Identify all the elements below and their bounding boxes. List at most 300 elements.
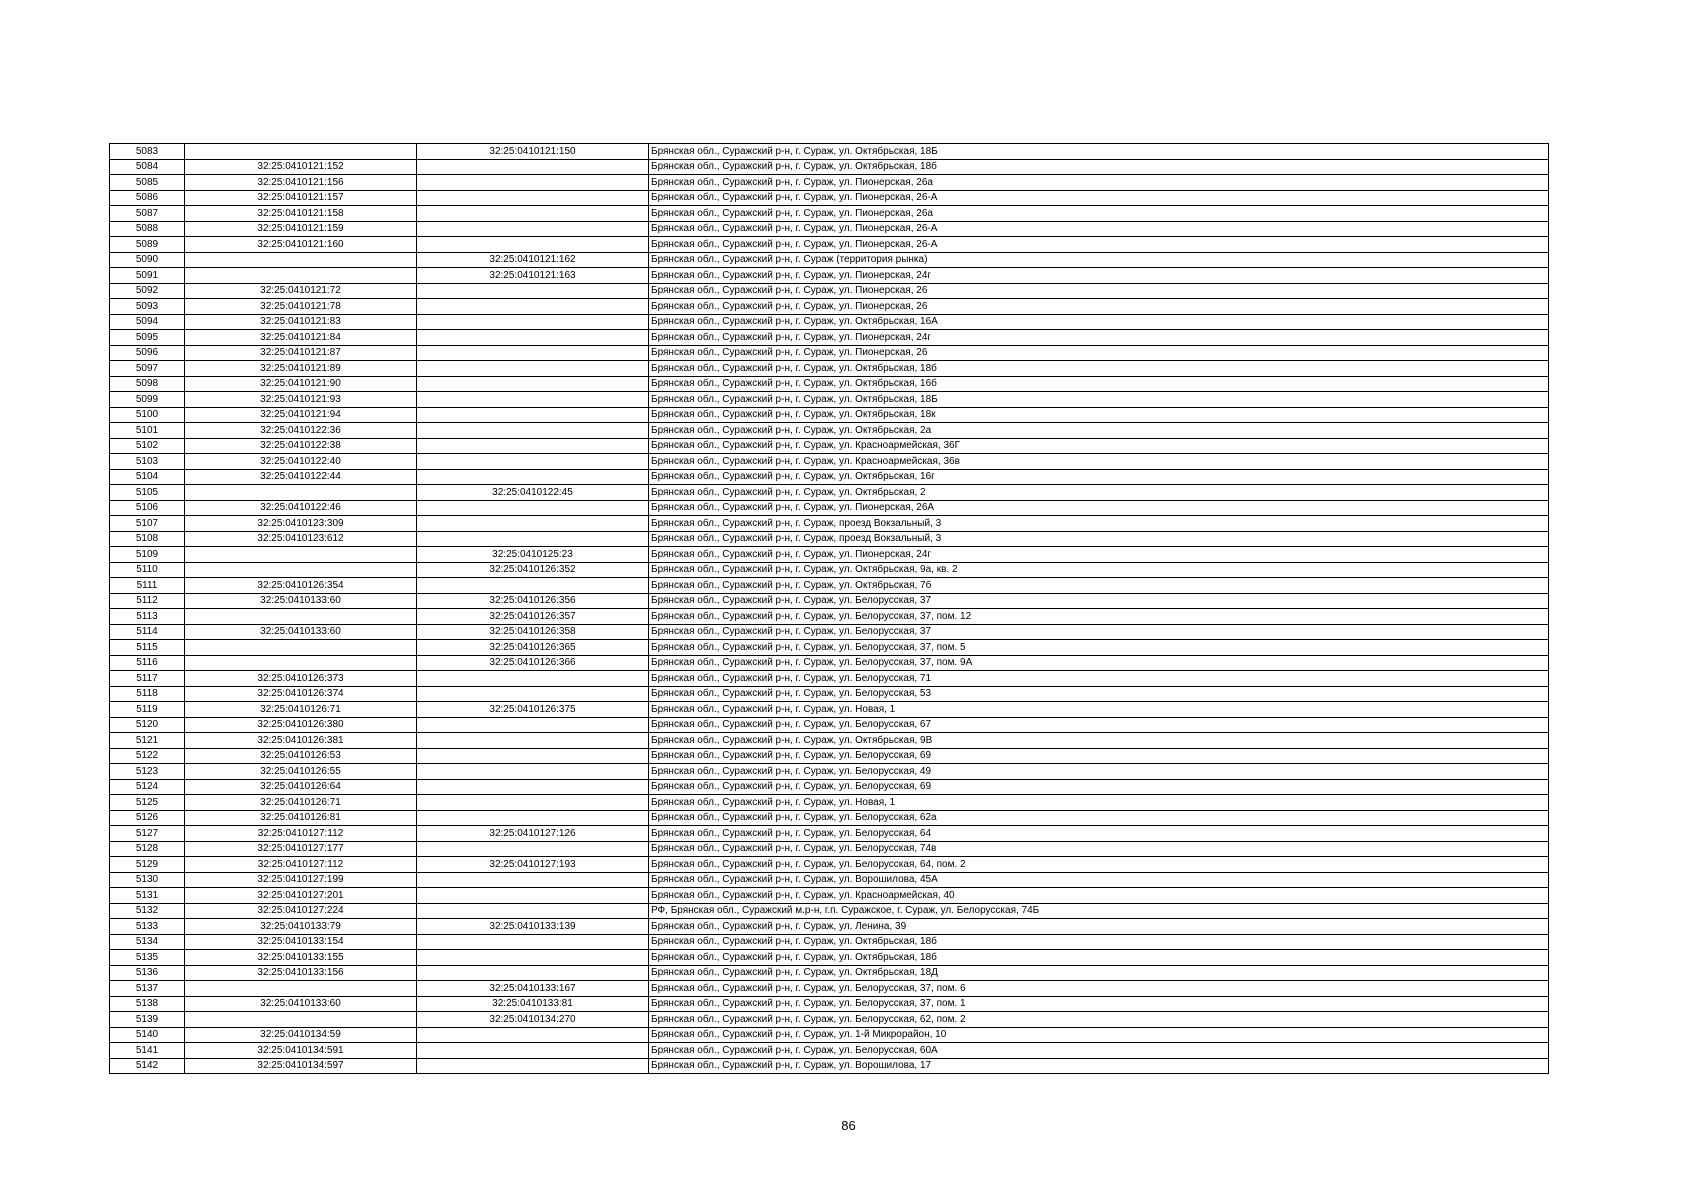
table-row xyxy=(110,438,1549,454)
row-number-cell: 5141 xyxy=(110,1043,185,1059)
table-row xyxy=(110,330,1549,346)
address-cell: Брянская обл., Суражский р-н, г. Сураж (территория рынка) xyxy=(649,252,1549,268)
table-row xyxy=(110,144,1549,160)
table-row xyxy=(110,903,1549,919)
cadastral-number-a-cell xyxy=(185,1012,417,1028)
row-number-cell: 5094 xyxy=(110,314,185,330)
table-row xyxy=(110,500,1549,516)
row-number-cell: 5140 xyxy=(110,1027,185,1043)
table-row xyxy=(110,686,1549,702)
address-cell: Брянская обл., Суражский р-н, г. Сураж, ул. Пионерская, 24г xyxy=(649,547,1549,563)
address-cell: Брянская обл., Суражский р-н, г. Сураж, ул. Пионерская, 26-А xyxy=(649,190,1549,206)
cadastral-number-b-cell xyxy=(417,190,649,206)
table-row xyxy=(110,934,1549,950)
row-number-cell: 5104 xyxy=(110,469,185,485)
cadastral-number-a-cell: 32:25:0410127:199 xyxy=(185,872,417,888)
cadastral-number-b-cell: 32:25:0410121:163 xyxy=(417,268,649,284)
cadastral-number-b-cell: 32:25:0410126:375 xyxy=(417,702,649,718)
row-number-cell: 5102 xyxy=(110,438,185,454)
cadastral-number-a-cell: 32:25:0410121:72 xyxy=(185,283,417,299)
address-cell: Брянская обл., Суражский р-н, г. Сураж, ул. Пионерская, 26а xyxy=(649,206,1549,222)
row-number-cell: 5115 xyxy=(110,640,185,656)
row-number-cell: 5128 xyxy=(110,841,185,857)
row-number-cell: 5132 xyxy=(110,903,185,919)
cadastral-number-a-cell: 32:25:0410121:90 xyxy=(185,376,417,392)
table-row xyxy=(110,702,1549,718)
address-cell: Брянская обл., Суражский р-н, г. Сураж, ул. Белорусская, 37, пом. 5 xyxy=(649,640,1549,656)
row-number-cell: 5118 xyxy=(110,686,185,702)
address-cell: Брянская обл., Суражский р-н, г. Сураж, ул. Белорусская, 37, пом. 6 xyxy=(649,981,1549,997)
address-cell: Брянская обл., Суражский р-н, г. Сураж, ул. Пионерская, 26-А xyxy=(649,237,1549,253)
address-cell: Брянская обл., Суражский р-н, г. Сураж, ул. Пионерская, 26 xyxy=(649,283,1549,299)
cadastral-number-a-cell: 32:25:0410121:158 xyxy=(185,206,417,222)
cadastral-number-b-cell: 32:25:0410127:126 xyxy=(417,826,649,842)
cadastral-number-a-cell: 32:25:0410126:380 xyxy=(185,717,417,733)
cadastral-number-a-cell: 32:25:0410121:89 xyxy=(185,361,417,377)
address-cell: Брянская обл., Суражский р-н, г. Сураж, ул. Белорусская, 37 xyxy=(649,624,1549,640)
cadastral-number-a-cell: 32:25:0410122:40 xyxy=(185,454,417,470)
row-number-cell: 5086 xyxy=(110,190,185,206)
row-number-cell: 5087 xyxy=(110,206,185,222)
address-cell: Брянская обл., Суражский р-н, г. Сураж, ул. Октябрьская, 18Б xyxy=(649,392,1549,408)
cadastral-number-b-cell xyxy=(417,671,649,687)
address-cell: Брянская обл., Суражский р-н, г. Сураж, ул. Октябрьская, 18Б xyxy=(649,144,1549,160)
row-number-cell: 5098 xyxy=(110,376,185,392)
address-cell: Брянская обл., Суражский р-н, г. Сураж, ул. Октябрьская, 16А xyxy=(649,314,1549,330)
row-number-cell: 5083 xyxy=(110,144,185,160)
row-number-cell: 5112 xyxy=(110,593,185,609)
row-number-cell: 5100 xyxy=(110,407,185,423)
cadastral-number-b-cell xyxy=(417,965,649,981)
cadastral-number-b-cell xyxy=(417,686,649,702)
cadastral-number-b-cell xyxy=(417,810,649,826)
cadastral-number-b-cell xyxy=(417,764,649,780)
cadastral-number-b-cell: 32:25:0410126:366 xyxy=(417,655,649,671)
cadastral-number-a-cell: 32:25:0410126:71 xyxy=(185,795,417,811)
row-number-cell: 5097 xyxy=(110,361,185,377)
table-row xyxy=(110,159,1549,175)
cadastral-number-b-cell xyxy=(417,299,649,315)
cadastral-number-a-cell: 32:25:0410126:55 xyxy=(185,764,417,780)
row-number-cell: 5085 xyxy=(110,175,185,191)
row-number-cell: 5131 xyxy=(110,888,185,904)
table-row xyxy=(110,454,1549,470)
row-number-cell: 5092 xyxy=(110,283,185,299)
cadastral-number-a-cell xyxy=(185,981,417,997)
cadastral-number-b-cell xyxy=(417,779,649,795)
row-number-cell: 5117 xyxy=(110,671,185,687)
address-cell: Брянская обл., Суражский р-н, г. Сураж, ул. Ленина, 39 xyxy=(649,919,1549,935)
cadastral-number-a-cell: 32:25:0410134:59 xyxy=(185,1027,417,1043)
row-number-cell: 5109 xyxy=(110,547,185,563)
row-number-cell: 5135 xyxy=(110,950,185,966)
row-number-cell: 5090 xyxy=(110,252,185,268)
row-number-cell: 5113 xyxy=(110,609,185,625)
cadastral-number-b-cell xyxy=(417,500,649,516)
table-row xyxy=(110,1027,1549,1043)
cadastral-number-b-cell xyxy=(417,392,649,408)
address-cell: Брянская обл., Суражский р-н, г. Сураж, ул. Октябрьская, 2а xyxy=(649,423,1549,439)
cadastral-number-a-cell xyxy=(185,485,417,501)
cadastral-number-b-cell xyxy=(417,423,649,439)
registry-table xyxy=(109,143,1549,1074)
table-row xyxy=(110,671,1549,687)
address-cell: Брянская обл., Суражский р-н, г. Сураж, ул. Октябрьская, 7б xyxy=(649,578,1549,594)
table-row xyxy=(110,237,1549,253)
row-number-cell: 5096 xyxy=(110,345,185,361)
cadastral-number-b-cell: 32:25:0410121:150 xyxy=(417,144,649,160)
row-number-cell: 5136 xyxy=(110,965,185,981)
address-cell: Брянская обл., Суражский р-н, г. Сураж, ул. Белорусская, 64, пом. 2 xyxy=(649,857,1549,873)
address-cell: Брянская обл., Суражский р-н, г. Сураж, ул. Белорусская, 71 xyxy=(649,671,1549,687)
cadastral-number-a-cell: 32:25:0410121:160 xyxy=(185,237,417,253)
cadastral-number-a-cell: 32:25:0410123:612 xyxy=(185,531,417,547)
row-number-cell: 5123 xyxy=(110,764,185,780)
table-row xyxy=(110,516,1549,532)
address-cell: Брянская обл., Суражский р-н, г. Сураж, ул. Октябрьская, 9В xyxy=(649,733,1549,749)
cadastral-number-b-cell: 32:25:0410126:365 xyxy=(417,640,649,656)
cadastral-number-a-cell: 32:25:0410134:591 xyxy=(185,1043,417,1059)
cadastral-number-a-cell: 32:25:0410121:159 xyxy=(185,221,417,237)
table-row xyxy=(110,361,1549,377)
table-row xyxy=(110,1058,1549,1074)
cadastral-number-a-cell: 32:25:0410126:71 xyxy=(185,702,417,718)
row-number-cell: 5120 xyxy=(110,717,185,733)
cadastral-number-b-cell: 32:25:0410133:81 xyxy=(417,996,649,1012)
cadastral-number-a-cell: 32:25:0410127:224 xyxy=(185,903,417,919)
cadastral-number-b-cell xyxy=(417,795,649,811)
row-number-cell: 5129 xyxy=(110,857,185,873)
cadastral-number-a-cell: 32:25:0410121:93 xyxy=(185,392,417,408)
cadastral-number-b-cell: 32:25:0410125:23 xyxy=(417,547,649,563)
cadastral-number-a-cell: 32:25:0410121:83 xyxy=(185,314,417,330)
address-cell: Брянская обл., Суражский р-н, г. Сураж, ул. Красноармейская, 36Г xyxy=(649,438,1549,454)
address-cell: Брянская обл., Суражский р-н, г. Сураж, ул. Красноармейская, 40 xyxy=(649,888,1549,904)
cadastral-number-b-cell xyxy=(417,841,649,857)
cadastral-number-b-cell xyxy=(417,159,649,175)
address-cell: Брянская обл., Суражский р-н, г. Сураж, ул. Красноармейская, 36в xyxy=(649,454,1549,470)
row-number-cell: 5133 xyxy=(110,919,185,935)
cadastral-number-b-cell xyxy=(417,469,649,485)
cadastral-number-a-cell xyxy=(185,562,417,578)
cadastral-number-b-cell xyxy=(417,283,649,299)
row-number-cell: 5110 xyxy=(110,562,185,578)
address-cell: Брянская обл., Суражский р-н, г. Сураж, ул. Октябрьская, 9а, кв. 2 xyxy=(649,562,1549,578)
cadastral-number-b-cell xyxy=(417,237,649,253)
table-row xyxy=(110,981,1549,997)
cadastral-number-a-cell: 32:25:0410121:78 xyxy=(185,299,417,315)
cadastral-number-a-cell: 32:25:0410133:155 xyxy=(185,950,417,966)
address-cell: Брянская обл., Суражский р-н, г. Сураж, ул. Ворошилова, 45А xyxy=(649,872,1549,888)
row-number-cell: 5099 xyxy=(110,392,185,408)
table-row xyxy=(110,624,1549,640)
table-row xyxy=(110,795,1549,811)
address-cell: Брянская обл., Суражский р-н, г. Сураж, ул. Белорусская, 74в xyxy=(649,841,1549,857)
table-row xyxy=(110,485,1549,501)
row-number-cell: 5126 xyxy=(110,810,185,826)
table-row xyxy=(110,392,1549,408)
cadastral-number-b-cell xyxy=(417,361,649,377)
table-row xyxy=(110,1012,1549,1028)
cadastral-number-b-cell xyxy=(417,733,649,749)
address-cell: Брянская обл., Суражский р-н, г. Сураж, ул. Белорусская, 37, пом. 9А xyxy=(649,655,1549,671)
table-row xyxy=(110,733,1549,749)
table-row xyxy=(110,857,1549,873)
cadastral-number-b-cell: 32:25:0410126:352 xyxy=(417,562,649,578)
row-number-cell: 5084 xyxy=(110,159,185,175)
row-number-cell: 5093 xyxy=(110,299,185,315)
address-cell: Брянская обл., Суражский р-н, г. Сураж, ул. Белорусская, 37 xyxy=(649,593,1549,609)
table-row xyxy=(110,423,1549,439)
cadastral-number-a-cell xyxy=(185,609,417,625)
cadastral-number-a-cell: 32:25:0410121:156 xyxy=(185,175,417,191)
table-row xyxy=(110,376,1549,392)
address-cell: Брянская обл., Суражский р-н, г. Сураж, ул. Пионерская, 24г xyxy=(649,268,1549,284)
row-number-cell: 5134 xyxy=(110,934,185,950)
cadastral-number-a-cell: 32:25:0410126:381 xyxy=(185,733,417,749)
cadastral-number-a-cell: 32:25:0410133:154 xyxy=(185,934,417,950)
cadastral-number-a-cell xyxy=(185,640,417,656)
address-cell: Брянская обл., Суражский р-н, г. Сураж, ул. Белорусская, 62, пом. 2 xyxy=(649,1012,1549,1028)
row-number-cell: 5139 xyxy=(110,1012,185,1028)
cadastral-number-b-cell xyxy=(417,454,649,470)
table-row xyxy=(110,221,1549,237)
cadastral-number-b-cell xyxy=(417,345,649,361)
address-cell: Брянская обл., Суражский р-н, г. Сураж, ул. Белорусская, 67 xyxy=(649,717,1549,733)
address-cell: Брянская обл., Суражский р-н, г. Сураж, ул. Белорусская, 69 xyxy=(649,779,1549,795)
cadastral-number-b-cell xyxy=(417,407,649,423)
address-cell: Брянская обл., Суражский р-н, г. Сураж, ул. 1-й Микрорайон, 10 xyxy=(649,1027,1549,1043)
row-number-cell: 5130 xyxy=(110,872,185,888)
row-number-cell: 5124 xyxy=(110,779,185,795)
row-number-cell: 5107 xyxy=(110,516,185,532)
address-cell: Брянская обл., Суражский р-н, г. Сураж, ул. Белорусская, 37, пом. 12 xyxy=(649,609,1549,625)
table-row xyxy=(110,407,1549,423)
cadastral-number-a-cell xyxy=(185,655,417,671)
address-cell: Брянская обл., Суражский р-н, г. Сураж, ул. Белорусская, 37, пом. 1 xyxy=(649,996,1549,1012)
table-row xyxy=(110,996,1549,1012)
cadastral-number-a-cell: 32:25:0410122:38 xyxy=(185,438,417,454)
cadastral-number-b-cell xyxy=(417,438,649,454)
cadastral-number-a-cell: 32:25:0410133:156 xyxy=(185,965,417,981)
row-number-cell: 5114 xyxy=(110,624,185,640)
cadastral-number-b-cell xyxy=(417,717,649,733)
row-number-cell: 5125 xyxy=(110,795,185,811)
address-cell: Брянская обл., Суражский р-н, г. Сураж, ул. Пионерская, 26А xyxy=(649,500,1549,516)
table-row xyxy=(110,888,1549,904)
address-cell: Брянская обл., Суражский р-н, г. Сураж, ул. Октябрьская, 2 xyxy=(649,485,1549,501)
address-cell: Брянская обл., Суражский р-н, г. Сураж, ул. Белорусская, 53 xyxy=(649,686,1549,702)
cadastral-number-b-cell xyxy=(417,516,649,532)
cadastral-number-a-cell xyxy=(185,252,417,268)
address-cell: Брянская обл., Суражский р-н, г. Сураж, ул. Октябрьская, 18б xyxy=(649,934,1549,950)
table-row xyxy=(110,175,1549,191)
address-cell: Брянская обл., Суражский р-н, г. Сураж, ул. Октябрьская, 18к xyxy=(649,407,1549,423)
cadastral-number-a-cell: 32:25:0410121:157 xyxy=(185,190,417,206)
row-number-cell: 5106 xyxy=(110,500,185,516)
cadastral-number-a-cell xyxy=(185,268,417,284)
cadastral-number-a-cell: 32:25:0410133:60 xyxy=(185,593,417,609)
cadastral-number-b-cell: 32:25:0410121:162 xyxy=(417,252,649,268)
address-cell: Брянская обл., Суражский р-н, г. Сураж, ул. Пионерская, 24г xyxy=(649,330,1549,346)
table-row xyxy=(110,965,1549,981)
address-cell: РФ, Брянская обл., Суражский м.р-н, г.п. Суражское, г. Сураж, ул. Белорусская, 74Б xyxy=(649,903,1549,919)
table-row xyxy=(110,748,1549,764)
cadastral-number-a-cell: 32:25:0410133:60 xyxy=(185,996,417,1012)
row-number-cell: 5121 xyxy=(110,733,185,749)
row-number-cell: 5127 xyxy=(110,826,185,842)
table-row xyxy=(110,268,1549,284)
row-number-cell: 5108 xyxy=(110,531,185,547)
row-number-cell: 5088 xyxy=(110,221,185,237)
cadastral-number-b-cell: 32:25:0410126:356 xyxy=(417,593,649,609)
cadastral-number-a-cell: 32:25:0410134:597 xyxy=(185,1058,417,1074)
row-number-cell: 5095 xyxy=(110,330,185,346)
table-row xyxy=(110,593,1549,609)
row-number-cell: 5089 xyxy=(110,237,185,253)
registry-table-body xyxy=(110,144,1549,1074)
cadastral-number-a-cell: 32:25:0410127:112 xyxy=(185,857,417,873)
cadastral-number-a-cell: 32:25:0410121:84 xyxy=(185,330,417,346)
table-row xyxy=(110,299,1549,315)
table-row xyxy=(110,764,1549,780)
row-number-cell: 5091 xyxy=(110,268,185,284)
cadastral-number-b-cell xyxy=(417,950,649,966)
table-row xyxy=(110,1043,1549,1059)
address-cell: Брянская обл., Суражский р-н, г. Сураж, ул. Октябрьская, 16г xyxy=(649,469,1549,485)
cadastral-number-b-cell: 32:25:0410126:358 xyxy=(417,624,649,640)
cadastral-number-a-cell: 32:25:0410126:374 xyxy=(185,686,417,702)
table-row xyxy=(110,562,1549,578)
cadastral-number-a-cell: 32:25:0410126:354 xyxy=(185,578,417,594)
cadastral-number-a-cell: 32:25:0410126:81 xyxy=(185,810,417,826)
address-cell: Брянская обл., Суражский р-н, г. Сураж, ул. Октябрьская, 18Д xyxy=(649,965,1549,981)
table-row xyxy=(110,872,1549,888)
cadastral-number-b-cell xyxy=(417,903,649,919)
row-number-cell: 5116 xyxy=(110,655,185,671)
table-row xyxy=(110,655,1549,671)
table-row xyxy=(110,345,1549,361)
address-cell: Брянская обл., Суражский р-н, г. Сураж, ул. Новая, 1 xyxy=(649,795,1549,811)
cadastral-number-b-cell xyxy=(417,1027,649,1043)
address-cell: Брянская обл., Суражский р-н, г. Сураж, ул. Пионерская, 26 xyxy=(649,299,1549,315)
address-cell: Брянская обл., Суражский р-н, г. Сураж, ул. Октябрьская, 18б xyxy=(649,950,1549,966)
address-cell: Брянская обл., Суражский р-н, г. Сураж, ул. Белорусская, 69 xyxy=(649,748,1549,764)
row-number-cell: 5142 xyxy=(110,1058,185,1074)
address-cell: Брянская обл., Суражский р-н, г. Сураж, ул. Белорусская, 49 xyxy=(649,764,1549,780)
cadastral-number-b-cell xyxy=(417,872,649,888)
cadastral-number-a-cell: 32:25:0410121:94 xyxy=(185,407,417,423)
cadastral-number-a-cell xyxy=(185,144,417,160)
cadastral-number-a-cell: 32:25:0410122:46 xyxy=(185,500,417,516)
address-cell: Брянская обл., Суражский р-н, г. Сураж, ул. Октябрьская, 18б xyxy=(649,159,1549,175)
cadastral-number-b-cell xyxy=(417,206,649,222)
address-cell: Брянская обл., Суражский р-н, г. Сураж, ул. Пионерская, 26-А xyxy=(649,221,1549,237)
page-number: 86 xyxy=(841,1118,856,1133)
cadastral-number-a-cell: 32:25:0410122:44 xyxy=(185,469,417,485)
address-cell: Брянская обл., Суражский р-н, г. Сураж, ул. Белорусская, 62а xyxy=(649,810,1549,826)
address-cell: Брянская обл., Суражский р-н, г. Сураж, ул. Пионерская, 26а xyxy=(649,175,1549,191)
cadastral-number-b-cell xyxy=(417,531,649,547)
row-number-cell: 5119 xyxy=(110,702,185,718)
address-cell: Брянская обл., Суражский р-н, г. Сураж, проезд Вокзальный, 3 xyxy=(649,516,1549,532)
address-cell: Брянская обл., Суражский р-н, г. Сураж, ул. Октябрьская, 16б xyxy=(649,376,1549,392)
table-row xyxy=(110,717,1549,733)
cadastral-number-a-cell: 32:25:0410123:309 xyxy=(185,516,417,532)
cadastral-number-b-cell xyxy=(417,330,649,346)
cadastral-number-a-cell: 32:25:0410127:112 xyxy=(185,826,417,842)
address-cell: Брянская обл., Суражский р-н, г. Сураж, проезд Вокзальный, 3 xyxy=(649,531,1549,547)
cadastral-number-b-cell: 32:25:0410122:45 xyxy=(417,485,649,501)
address-cell: Брянская обл., Суражский р-н, г. Сураж, ул. Ворошилова, 17 xyxy=(649,1058,1549,1074)
row-number-cell: 5122 xyxy=(110,748,185,764)
cadastral-number-b-cell xyxy=(417,748,649,764)
address-cell: Брянская обл., Суражский р-н, г. Сураж, ул. Белорусская, 60А xyxy=(649,1043,1549,1059)
table-row xyxy=(110,950,1549,966)
table-row xyxy=(110,314,1549,330)
row-number-cell: 5111 xyxy=(110,578,185,594)
cadastral-number-a-cell: 32:25:0410122:36 xyxy=(185,423,417,439)
table-row xyxy=(110,779,1549,795)
cadastral-number-a-cell: 32:25:0410126:53 xyxy=(185,748,417,764)
cadastral-number-b-cell: 32:25:0410133:167 xyxy=(417,981,649,997)
row-number-cell: 5105 xyxy=(110,485,185,501)
table-row xyxy=(110,252,1549,268)
table-row xyxy=(110,919,1549,935)
cadastral-number-b-cell xyxy=(417,1043,649,1059)
table-row xyxy=(110,609,1549,625)
cadastral-number-a-cell: 32:25:0410121:152 xyxy=(185,159,417,175)
table-row xyxy=(110,190,1549,206)
cadastral-number-a-cell: 32:25:0410127:201 xyxy=(185,888,417,904)
table-row xyxy=(110,640,1549,656)
row-number-cell: 5138 xyxy=(110,996,185,1012)
table-row xyxy=(110,841,1549,857)
row-number-cell: 5103 xyxy=(110,454,185,470)
cadastral-number-b-cell: 32:25:0410133:139 xyxy=(417,919,649,935)
address-cell: Брянская обл., Суражский р-н, г. Сураж, ул. Октябрьская, 18б xyxy=(649,361,1549,377)
cadastral-number-a-cell: 32:25:0410133:60 xyxy=(185,624,417,640)
address-cell: Брянская обл., Суражский р-н, г. Сураж, ул. Пионерская, 26 xyxy=(649,345,1549,361)
cadastral-number-b-cell xyxy=(417,314,649,330)
address-cell: Брянская обл., Суражский р-н, г. Сураж, ул. Новая, 1 xyxy=(649,702,1549,718)
cadastral-number-b-cell xyxy=(417,1058,649,1074)
table-row xyxy=(110,469,1549,485)
cadastral-number-a-cell xyxy=(185,547,417,563)
address-cell: Брянская обл., Суражский р-н, г. Сураж, ул. Белорусская, 64 xyxy=(649,826,1549,842)
table-row xyxy=(110,810,1549,826)
cadastral-number-b-cell xyxy=(417,578,649,594)
cadastral-number-a-cell: 32:25:0410121:87 xyxy=(185,345,417,361)
table-row xyxy=(110,826,1549,842)
row-number-cell: 5137 xyxy=(110,981,185,997)
cadastral-number-a-cell: 32:25:0410126:64 xyxy=(185,779,417,795)
cadastral-number-b-cell: 32:25:0410134:270 xyxy=(417,1012,649,1028)
cadastral-number-a-cell: 32:25:0410126:373 xyxy=(185,671,417,687)
cadastral-number-b-cell xyxy=(417,934,649,950)
row-number-cell: 5101 xyxy=(110,423,185,439)
cadastral-number-b-cell xyxy=(417,221,649,237)
cadastral-number-b-cell xyxy=(417,175,649,191)
table-row xyxy=(110,206,1549,222)
cadastral-number-b-cell: 32:25:0410127:193 xyxy=(417,857,649,873)
cadastral-number-a-cell: 32:25:0410133:79 xyxy=(185,919,417,935)
table-row xyxy=(110,531,1549,547)
table-row xyxy=(110,283,1549,299)
table-row xyxy=(110,578,1549,594)
table-row xyxy=(110,547,1549,563)
cadastral-number-b-cell xyxy=(417,888,649,904)
